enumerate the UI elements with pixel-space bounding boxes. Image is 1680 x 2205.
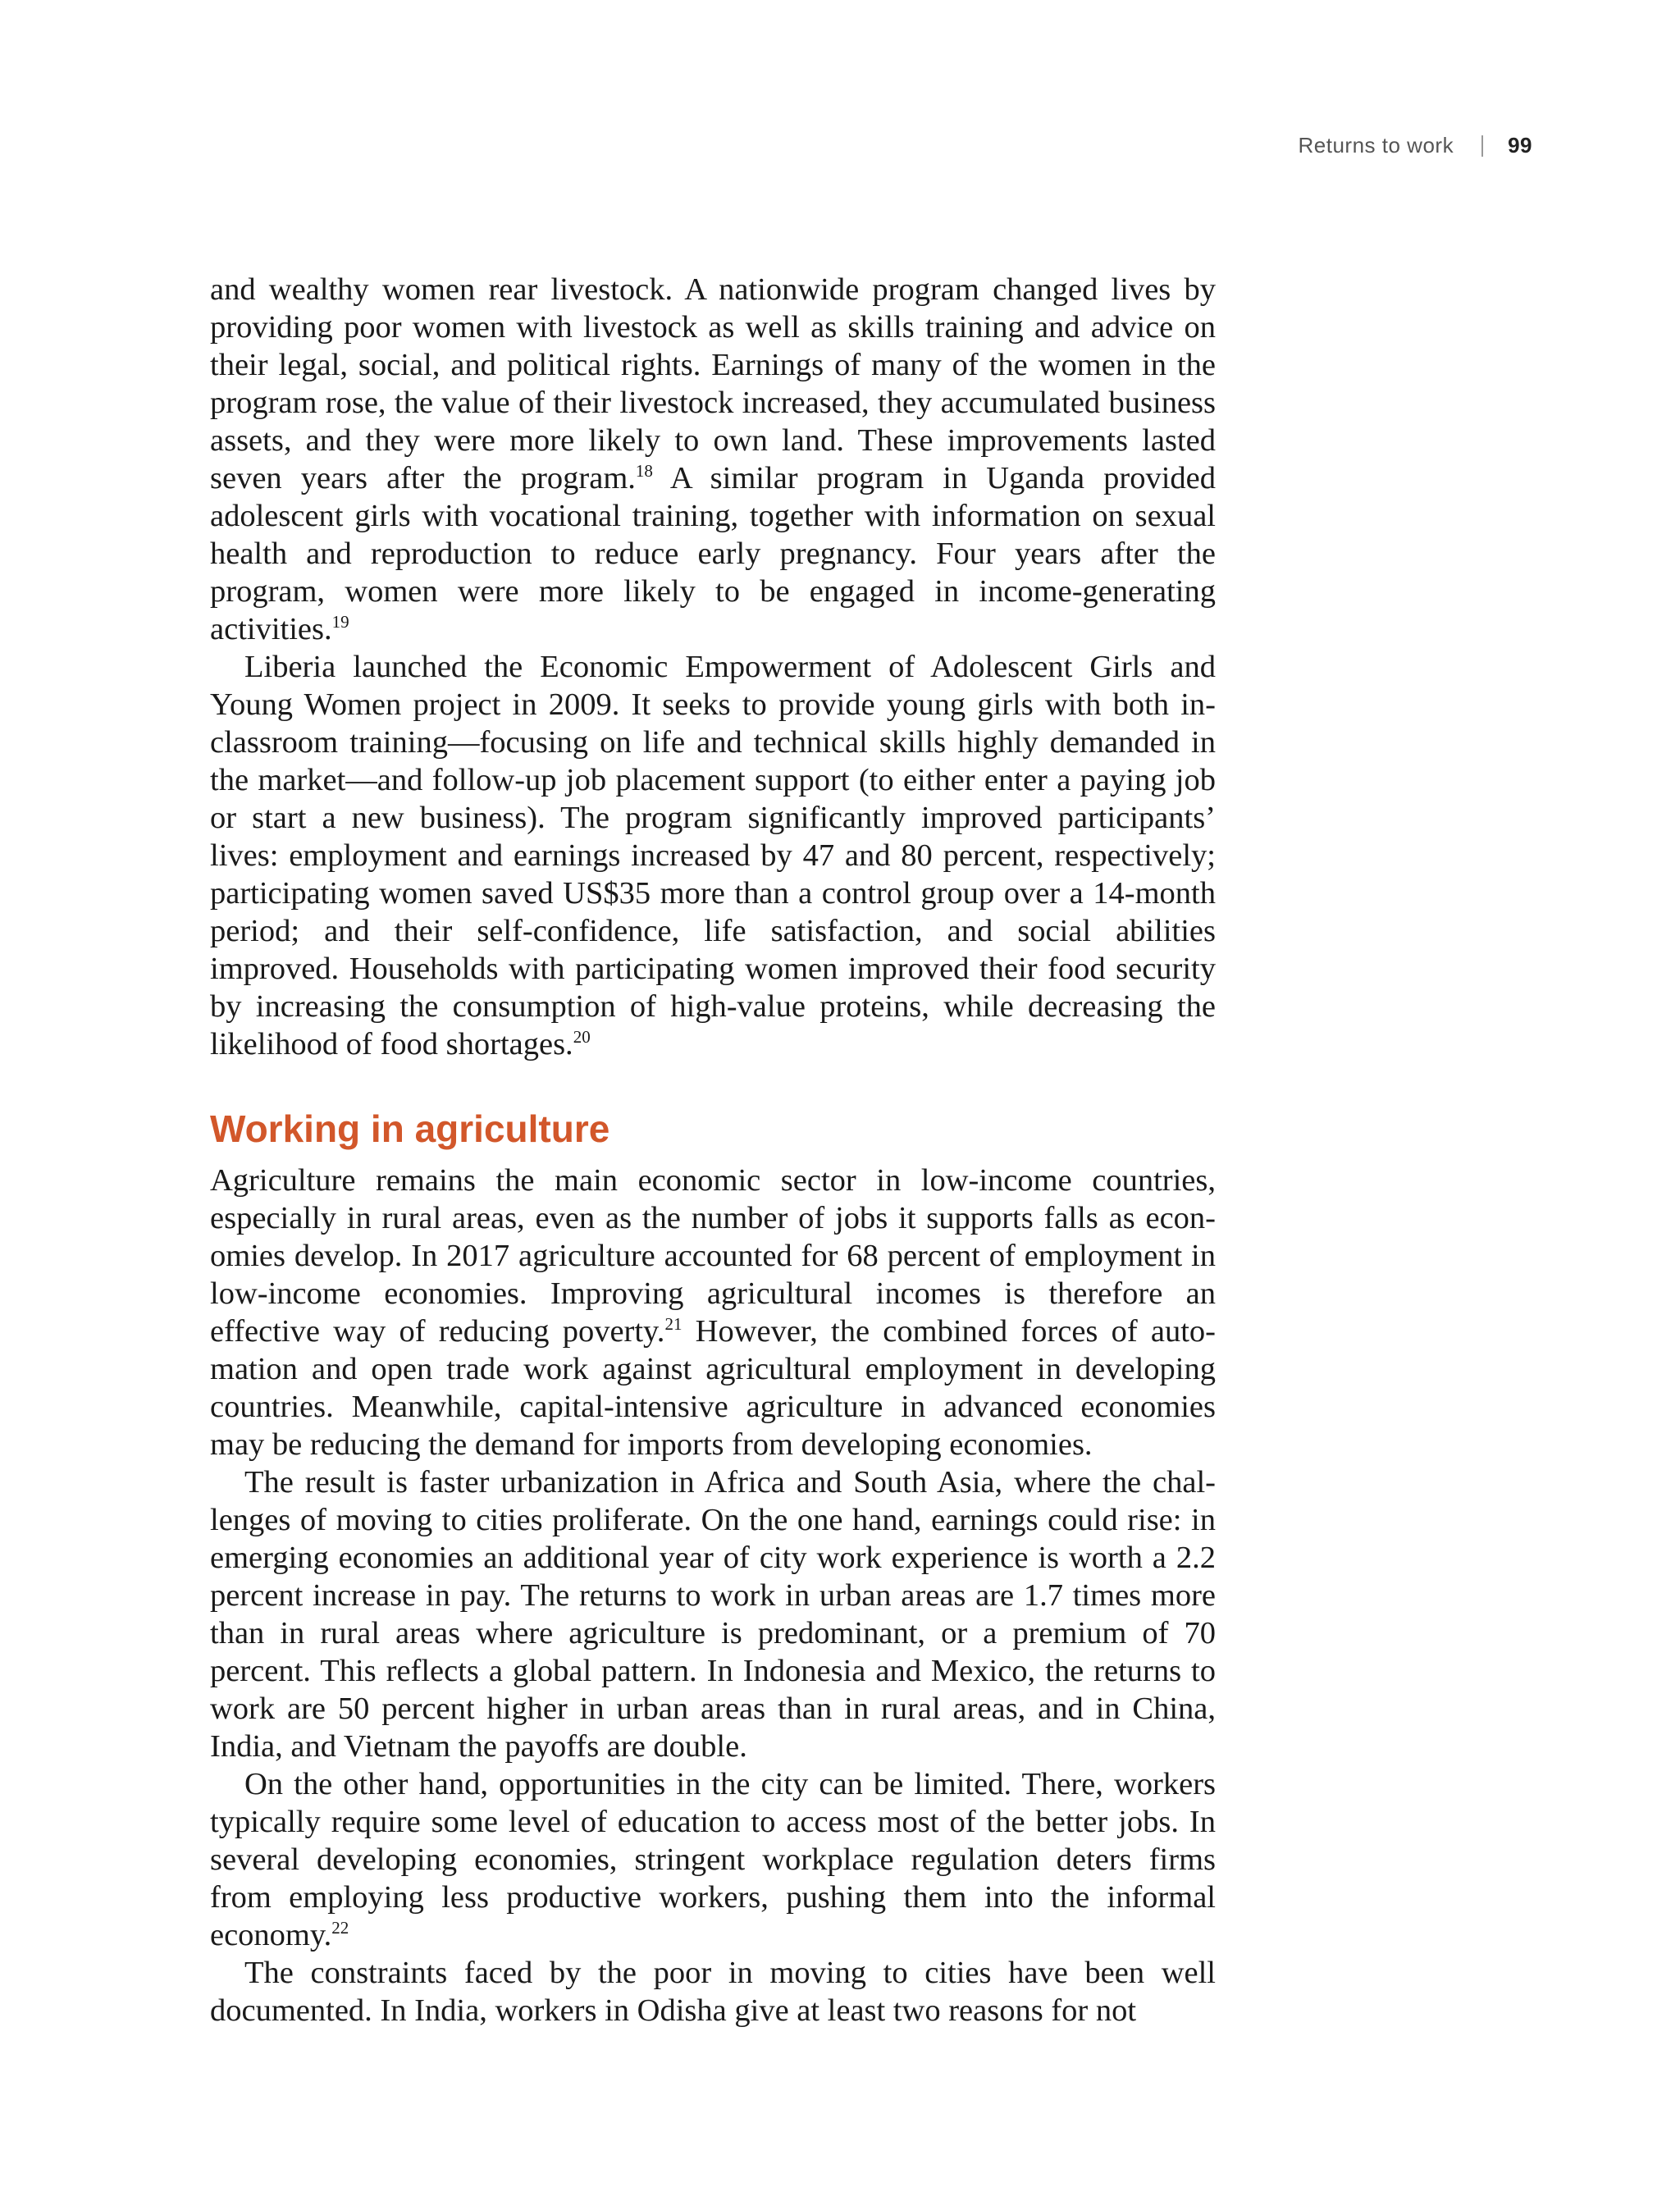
running-header xyxy=(1299,133,1533,158)
paragraph xyxy=(210,1463,1216,1765)
paragraphs-before-section xyxy=(210,271,1216,1063)
paragraph-text: and wealthy women rear livestock. A nationwide program changed lives by providing poor women with livestock as well as skills training and advice on their legal, social, and political rights. Earnings of many of the women in the program rose, the value of their livestock increased, they accumulated business assets, and they were more likely to own land. These improvements lasted seven years after the program. xyxy=(210,272,1216,495)
header-divider xyxy=(1481,135,1483,157)
paragraph-text: The result is faster urbanization in Africa and South Asia, where the challenges of moving to cities proliferate. On the one hand, earnings could rise: in emerging economies an additional year of city work experience is worth a 2.2 percent increase in pay. The returns to work in urban areas are 1.7 times more than in rural areas where agriculture is predominant, or a premium of 70 percent. This reflects a global pattern. In Indonesia and Mexico, the returns to work are 50 percent higher in urban areas than in rural areas, and in China, India, and Vietnam the payoffs are double. xyxy=(210,1465,1216,1764)
paragraph xyxy=(210,648,1216,1063)
paragraph xyxy=(210,1954,1216,2029)
body-text xyxy=(210,271,1216,2029)
paragraph-text: Liberia launched the Economic Empowerment of Adolescent Girls and Young Women project in 2009. It seeks to provide young girls with both in-classroom training—focusing on life and technical skills highly demanded in the market—and follow-up job placement support (to either enter a paying job or start a new business). The program significantly improved participants’ lives: employment and earnings increased by 47 and 80 percent, respectively; participating women saved US$35 more than a control group over a 14-month period; and their self-confidence, life satisfaction, and social abilities improved. Households with participating women improved their food security by increasing the consumption of high-value proteins, while decreasing the likelihood of food shortages. xyxy=(210,650,1216,1061)
paragraph-text: On the other hand, opportunities in the city can be limited. There, workers typically require some level of education to access most of the better jobs. In several developing economies, stringent workplace regulation deters firms from employing less productive workers, pushing them into the informal economy. xyxy=(210,1767,1216,1952)
section-heading: Working in agriculture xyxy=(210,1107,610,1150)
paragraph-text: The constraints faced by the poor in moving to cities have been well documented. In India, workers in Odisha give at least two reasons for not xyxy=(210,1956,1216,2028)
paragraph-text: Agriculture remains the main economic sector in low-income countries, especially in rural areas, even as the number of jobs it supports falls as economies develop. In 2017 agriculture accounted for 68 percent of employment in low-income economies. Improving agricultural incomes is therefore an effective way of reducing poverty. xyxy=(210,1163,1216,1349)
footnote-marker: 20 xyxy=(573,1027,591,1048)
paragraph xyxy=(210,1765,1216,1954)
running-title: Returns to work xyxy=(1298,133,1454,158)
paragraphs-after-section xyxy=(210,1162,1216,2029)
footnote-marker: 22 xyxy=(331,1918,349,1938)
footnote-marker: 19 xyxy=(331,612,349,632)
paragraph-text: A similar program in Uganda provided adolescent girls with vocational training, together with information on sexual health and reproduction to reduce early pregnancy. Four years after the program, women were more likely to be engaged in income-generating activities. xyxy=(210,461,1216,646)
footnote-marker: 18 xyxy=(635,461,653,482)
paragraph-text: However, the combined forces of automation and open trade work against agricultural employment in developing countries. Meanwhile, capital-intensive agriculture in advanced economies may be reducing the demand for imports from developing economies. xyxy=(210,1314,1216,1462)
paragraph xyxy=(210,1162,1216,1463)
paragraph xyxy=(210,271,1216,648)
footnote-marker: 21 xyxy=(664,1314,682,1335)
page-number: 99 xyxy=(1508,133,1532,158)
